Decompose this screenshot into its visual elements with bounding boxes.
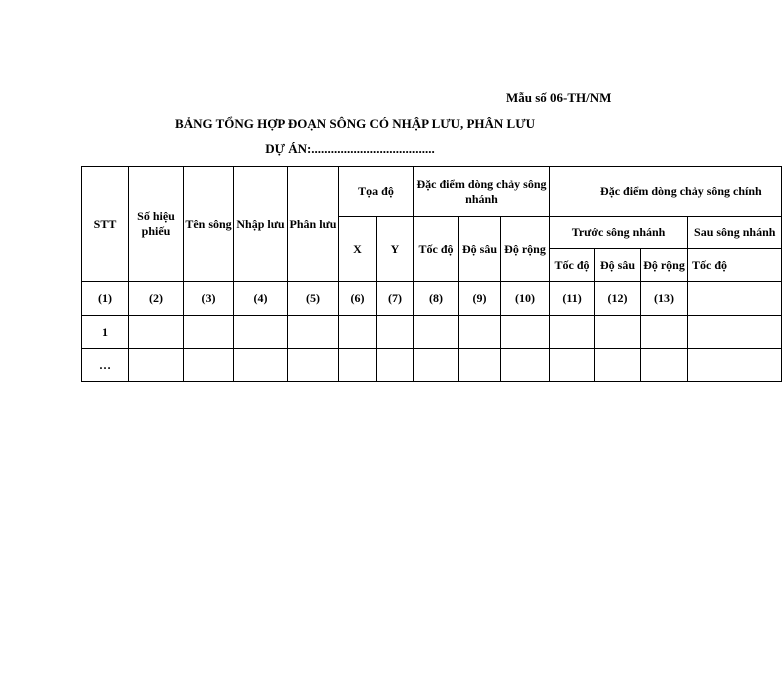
summary-table [81,166,782,382]
header-truoc-do-rong: Độ rộng [641,249,688,282]
header-y: Y [377,217,414,282]
project-line: DỰ ÁN:...................................... [265,141,435,156]
table-cell [501,349,550,382]
header-stt: STT [82,167,129,282]
column-number: (9) [459,282,501,316]
header-nhap-luu: Nhập lưu [234,167,288,282]
table-cell [641,316,688,349]
header-nhanh-do-sau: Độ sâu [459,217,501,282]
column-number: (7) [377,282,414,316]
table-cell [688,316,782,349]
header-phan-luu: Phân lưu [288,167,339,282]
header-nhanh-toc-do: Tốc độ [414,217,459,282]
table-cell [459,316,501,349]
table-cell [377,316,414,349]
table-cell [129,316,184,349]
header-so-hieu-phieu: Số hiệu phiếu [129,167,184,282]
row-stt: 1 [82,316,129,349]
table-row [82,349,782,382]
table-cell [595,349,641,382]
header-toa-do: Tọa độ [339,167,414,217]
header-sau-toc-do: Tốc độ [688,249,782,282]
table-cell [339,316,377,349]
summary-table-container [81,166,776,386]
table-cell [688,282,782,316]
table-cell [641,349,688,382]
header-nhanh-do-rong: Độ rộng [501,217,550,282]
header-truoc-do-sau: Độ sâu [595,249,641,282]
column-number: (12) [595,282,641,316]
column-number: (5) [288,282,339,316]
table-row [82,316,782,349]
table-cell [459,349,501,382]
table-cell [414,349,459,382]
table-cell [288,316,339,349]
table-cell [414,316,459,349]
column-number: (8) [414,282,459,316]
column-number: (13) [641,282,688,316]
header-dac-diem-song-chinh: Đặc điểm dòng chảy sông chính [550,167,782,217]
header-ten-song: Tên sông [184,167,234,282]
column-number: (11) [550,282,595,316]
document-title: BẢNG TỔNG HỢP ĐOẠN SÔNG CÓ NHẬP LƯU, PHÂN LƯU [175,116,535,131]
column-number-row [82,282,782,316]
column-number: (2) [129,282,184,316]
table-cell [288,349,339,382]
header-truoc-toc-do: Tốc độ [550,249,595,282]
header-sau-song-nhanh: Sau sông nhánh [688,217,782,249]
table-cell [688,349,782,382]
table-cell [377,349,414,382]
table-cell [550,316,595,349]
column-number: (3) [184,282,234,316]
table-cell [595,316,641,349]
column-number: (4) [234,282,288,316]
table-cell [129,349,184,382]
table-cell [184,349,234,382]
form-code: Mẫu số 06-TH/NM [506,90,612,105]
table-cell [184,316,234,349]
header-truoc-song-nhanh: Trước sông nhánh [550,217,688,249]
table-cell [234,349,288,382]
column-number: (1) [82,282,129,316]
table-cell [339,349,377,382]
column-number: (10) [501,282,550,316]
header-dac-diem-song-nhanh: Đặc điểm dòng chảy sông nhánh [414,167,550,217]
header-x: X [339,217,377,282]
row-stt: … [82,349,129,382]
table-cell [501,316,550,349]
table-cell [234,316,288,349]
column-number: (6) [339,282,377,316]
table-cell [550,349,595,382]
